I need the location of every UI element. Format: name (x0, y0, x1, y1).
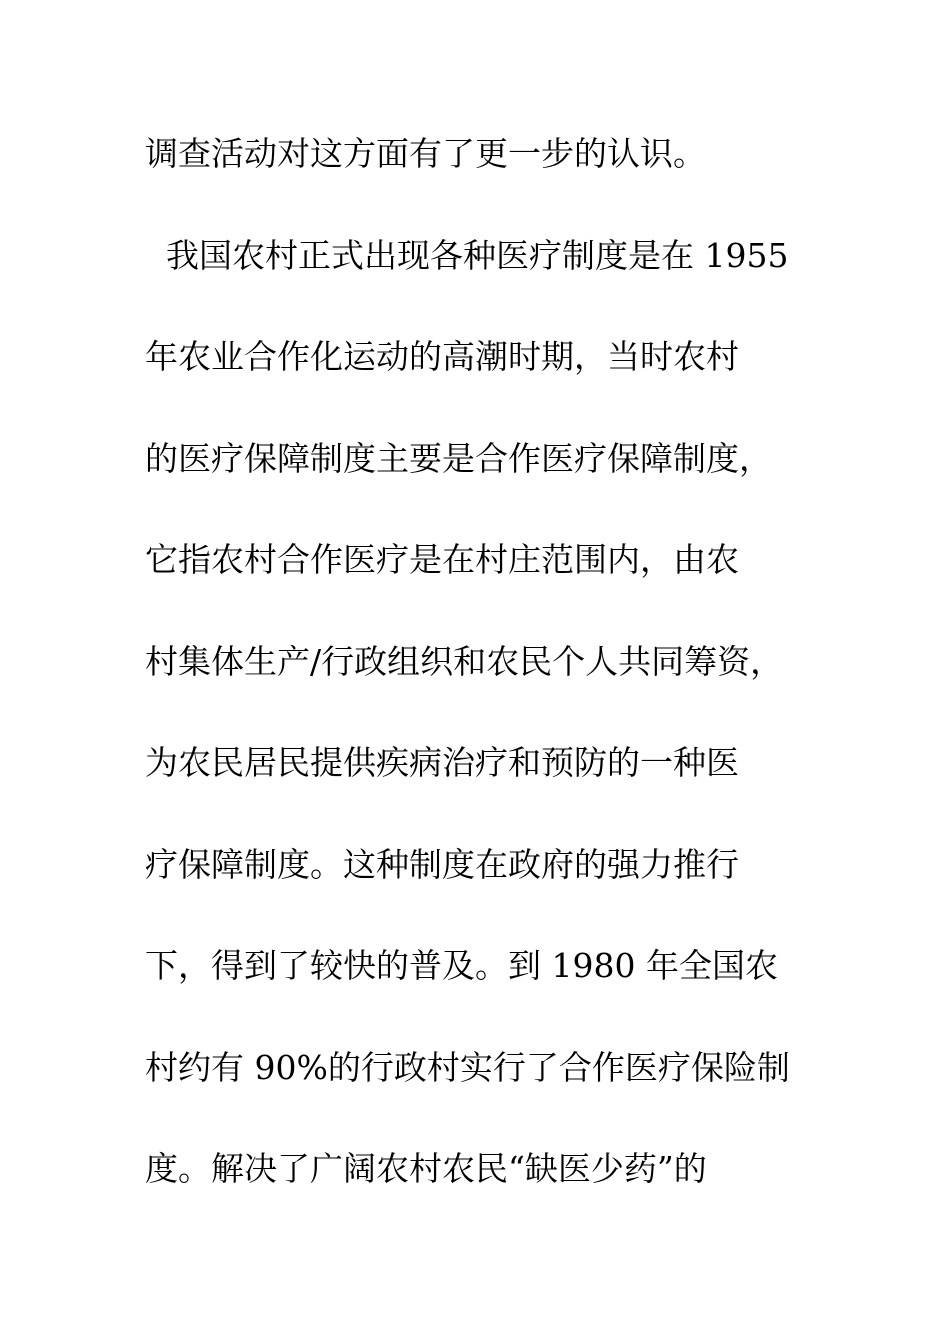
text-line-11: 度。解决了广阔农村农民“缺医少药”的 (145, 1149, 707, 1188)
text-line-1: 调查活动对这方面有了更一步的认识。 (145, 134, 706, 173)
text-line-5: 它指农村合作医疗是在村庄范围内，由农 (145, 540, 739, 579)
text-line-10: 村约有 90%的行政村实行了合作医疗保险制 (145, 1047, 790, 1087)
text-line-9: 下，得到了较快的普及。到 1980 年全国农 (145, 946, 778, 985)
text-line-7: 为农民居民提供疾病治疗和预防的一种医 (145, 743, 739, 782)
text-line-2: 我国农村正式出现各种医疗制度是在 1955 (145, 235, 789, 275)
text-line-8: 疗保障制度。这种制度在政府的强力推行 (145, 844, 739, 884)
text-line-6: 村集体生产/行政组织和农民个人共同筹资， (145, 641, 784, 681)
text-line-3: 年农业合作化运动的高潮时期，当时农村 (145, 337, 739, 376)
text-line-4: 的医疗保障制度主要是合作医疗保障制度， (145, 438, 772, 478)
body-text (145, 128, 825, 1245)
